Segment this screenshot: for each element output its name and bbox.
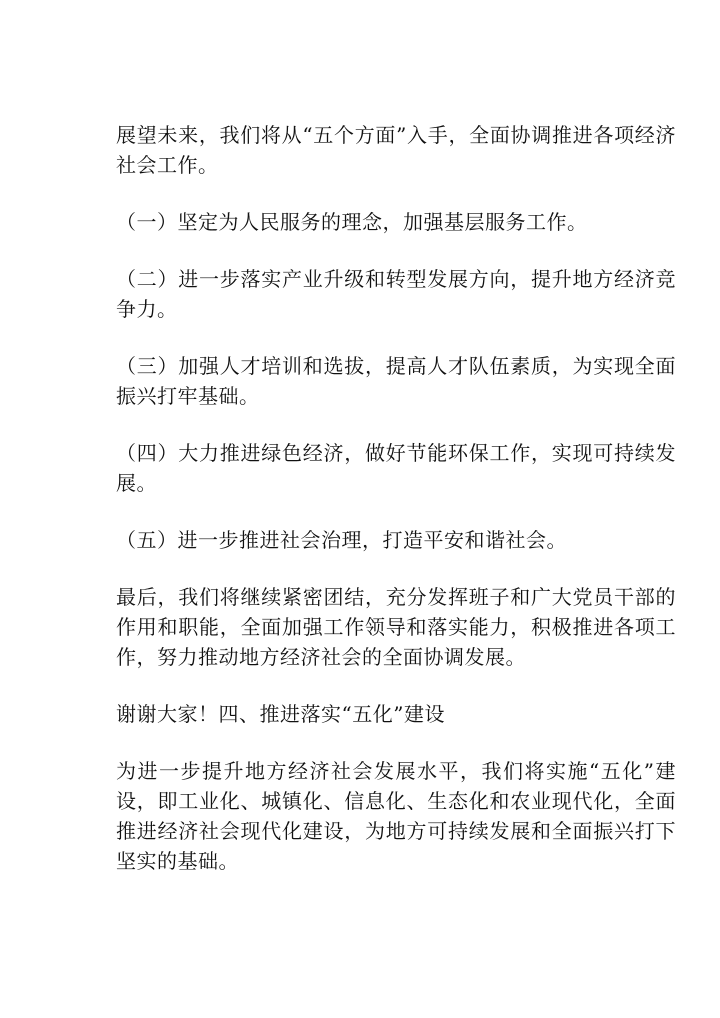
closing-paragraph: 最后，我们将继续紧密团结，充分发挥班子和广大党员干部的作用和职能，全面加强工作领导和落实能力，积极推进各项工作，努力推动地方经济社会的全面协调发展。 [116, 585, 676, 669]
point-four: （四）大力推进绿色经济，做好节能环保工作，实现可持续发展。 [116, 441, 676, 495]
point-one: （一）坚定为人民服务的理念，加强基层服务工作。 [116, 210, 588, 234]
document-body [116, 120, 676, 903]
point-two: （二）进一步落实产业升级和转型发展方向，提升地方经济竞争力。 [116, 267, 676, 321]
section-heading: 谢谢大家！四、推进落实“五化”建设 [116, 702, 445, 726]
intro-paragraph: 展望未来，我们将从“五个方面”入手，全面协调推进各项经济社会工作。 [116, 123, 676, 177]
point-five: （五）进一步推进社会治理，打造平安和谐社会。 [116, 528, 567, 552]
point-three: （三）加强人才培训和选拔，提高人才队伍素质，为实现全面振兴打牢基础。 [116, 354, 676, 408]
five-modernizations-paragraph: 为进一步提升地方经济社会发展水平，我们将实施“五化”建设，即工业化、城镇化、信息化、生态化和农业现代化，全面推进经济社会现代化建设，为地方可持续发展和全面振兴打下坚实的基础。 [116, 759, 676, 873]
